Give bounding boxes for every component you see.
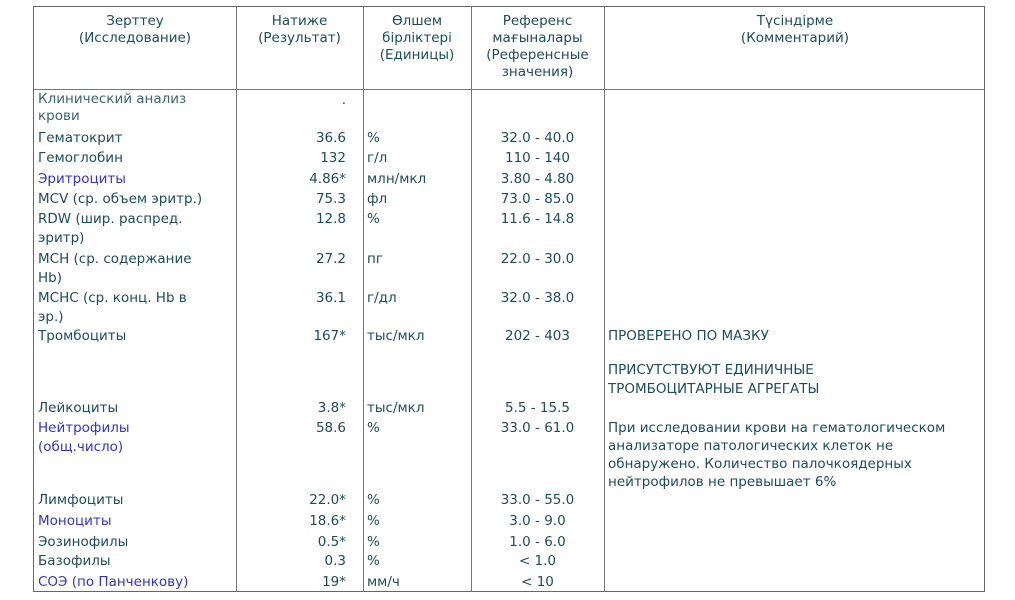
result-value: 0.3 bbox=[324, 553, 346, 569]
test-name: RDW (шир. распред. эритр) bbox=[38, 211, 183, 246]
unit: тыс/мкл bbox=[367, 400, 425, 416]
result-value: 22.0* bbox=[309, 492, 346, 508]
comment-smear: ПРОВЕРЕНО ПО МАЗКУ bbox=[608, 328, 769, 344]
reference-range: 3.80 - 4.80 bbox=[500, 171, 575, 187]
test-name: Гемоглобин bbox=[38, 150, 123, 166]
unit: % bbox=[367, 420, 380, 436]
reference-range: 33.0 - 61.0 bbox=[500, 420, 575, 436]
test-name: Лейкоциты bbox=[38, 400, 119, 416]
test-name: MCH (ср. содержание Hb) bbox=[38, 251, 192, 286]
result-value: 58.6 bbox=[315, 420, 346, 436]
test-name: Эритроциты bbox=[38, 171, 126, 187]
test-name: Клинический анализ крови bbox=[38, 91, 187, 124]
unit: % bbox=[367, 211, 380, 227]
unit: г/л bbox=[367, 150, 388, 166]
result-value: 167* bbox=[313, 328, 346, 344]
unit: % bbox=[367, 130, 380, 146]
result-value: 27.2 bbox=[315, 251, 346, 267]
result-value: 0.5* bbox=[317, 534, 346, 550]
unit: млн/мкл bbox=[367, 171, 427, 187]
result-value: 19* bbox=[322, 574, 346, 590]
reference-range: 110 - 140 bbox=[505, 150, 570, 166]
unit: % bbox=[367, 553, 380, 569]
test-name: Гематокрит bbox=[38, 130, 123, 146]
reference-range: 33.0 - 55.0 bbox=[500, 492, 575, 508]
result-value: 36.6 bbox=[315, 130, 346, 146]
test-name: Базофилы bbox=[38, 553, 111, 569]
test-name: Лимфоциты bbox=[38, 492, 124, 508]
reference-range: 1.0 - 6.0 bbox=[509, 534, 566, 550]
reference-range: < 10 bbox=[521, 574, 554, 590]
comment-aggregates: ПРИСУТСТВУЮТ ЕДИНИЧНЫЕ ТРОМБОЦИТАРНЫЕ АГРЕГАТЫ bbox=[608, 362, 820, 397]
unit: фл bbox=[367, 191, 388, 207]
unit: % bbox=[367, 513, 380, 529]
reference-range: 32.0 - 38.0 bbox=[500, 290, 575, 306]
reference-range: 202 - 403 bbox=[505, 328, 570, 344]
reference-range: 5.5 - 15.5 bbox=[505, 400, 570, 416]
test-name: Эозинофилы bbox=[38, 534, 129, 550]
reference-range: 73.0 - 85.0 bbox=[500, 191, 575, 207]
column-divider bbox=[604, 7, 605, 591]
reference-range: 22.0 - 30.0 bbox=[500, 251, 575, 267]
reference-range: 32.0 - 40.0 bbox=[500, 130, 575, 146]
unit: г/дл bbox=[367, 290, 397, 306]
test-name: Моноциты bbox=[38, 513, 112, 529]
header-study: Зерттеу (Исследование) bbox=[78, 13, 192, 46]
test-name: MCV (ср. объем эритр.) bbox=[38, 191, 203, 207]
header-reference: Референс мағыналары (Референсные значения) bbox=[486, 13, 589, 80]
unit: пг bbox=[367, 251, 383, 267]
unit: мм/ч bbox=[367, 574, 400, 590]
test-name: СОЭ (по Панченкову) bbox=[38, 574, 189, 590]
reference-range: 11.6 - 14.8 bbox=[500, 211, 575, 227]
column-divider bbox=[363, 7, 364, 591]
reference-range: < 1.0 bbox=[518, 553, 557, 569]
test-name: Нейтрофилы (общ.число) bbox=[38, 420, 130, 455]
comment-analyzer: При исследовании крови на гематологическом анализаторе патологических клеток не обнаружено. Количество палочкоядерных нейтрофилов не превышает 6% bbox=[608, 420, 946, 490]
header-divider bbox=[34, 89, 984, 90]
unit: тыс/мкл bbox=[367, 328, 425, 344]
header-units: Өлшем бірліктері (Единицы) bbox=[379, 13, 455, 63]
result-value: 75.3 bbox=[315, 191, 346, 207]
result-value: 36.1 bbox=[315, 290, 346, 306]
test-name: MCHC (ср. конц. Hb в эр.) bbox=[38, 290, 187, 325]
unit: % bbox=[367, 534, 380, 550]
result-value: 12.8 bbox=[315, 211, 346, 227]
result-value: 18.6* bbox=[309, 513, 346, 529]
unit: % bbox=[367, 492, 380, 508]
results-table bbox=[33, 6, 985, 592]
result-value: 132 bbox=[320, 150, 346, 166]
test-name: Тромбоциты bbox=[38, 328, 127, 344]
result-value: 4.86* bbox=[309, 171, 346, 187]
reference-range: 3.0 - 9.0 bbox=[509, 513, 566, 529]
header-comment: Түсіндірме (Комментарий) bbox=[740, 13, 850, 46]
result-value: . bbox=[341, 92, 346, 108]
result-value: 3.8* bbox=[317, 400, 346, 416]
header-result: Натиже (Результат) bbox=[258, 13, 341, 46]
